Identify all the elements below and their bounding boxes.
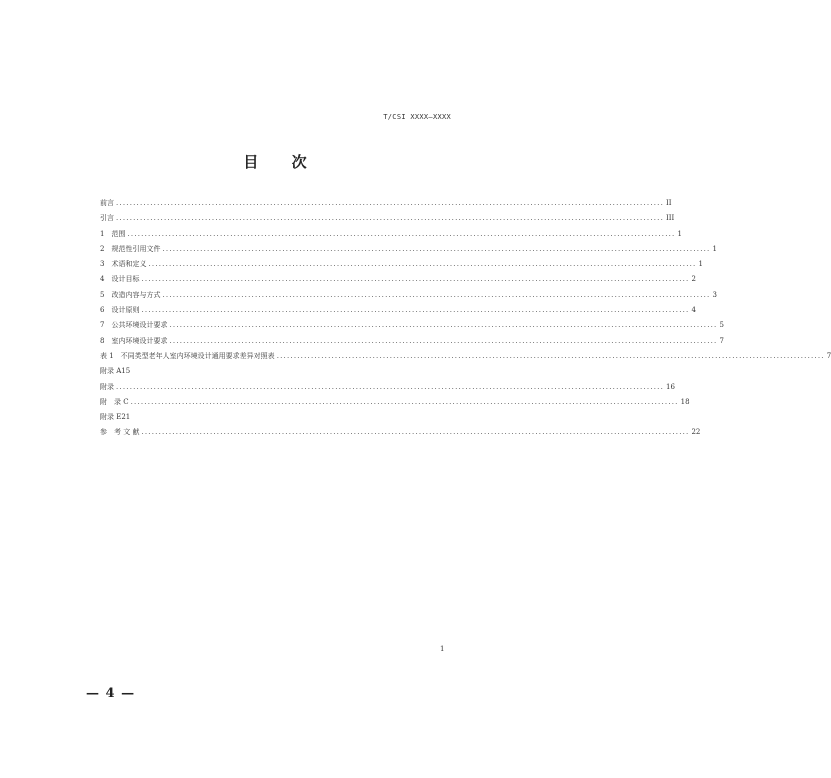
toc-entry-public-environment[interactable] <box>100 318 724 333</box>
toc-entry-terms-definitions[interactable] <box>100 257 703 272</box>
toc-entry-page: 7 <box>826 351 831 360</box>
dot-leader: ................................................................................................................................................................ <box>141 428 690 437</box>
dot-leader: ................................................................................................................................................................ <box>169 321 718 330</box>
toc-entry-label: 3 术语和定义 <box>100 260 147 269</box>
toc-entry-design-goals[interactable] <box>100 272 696 287</box>
toc-entry-appendix-a[interactable] <box>100 364 456 379</box>
dot-leader: ................................................................................................................................................................ <box>162 290 711 299</box>
dot-leader: ................................................................................................................................................................ <box>141 275 690 284</box>
toc-entry-normative-references[interactable] <box>100 242 717 257</box>
toc-entry-label: 4 设计目标 <box>100 275 140 284</box>
toc-entry-page: 5 <box>719 321 724 330</box>
toc-entry-label: 附录 A15 <box>100 367 131 376</box>
toc-entry-label: 附录 E21 <box>100 413 131 422</box>
toc-entry-page: 1 <box>712 244 717 253</box>
dot-leader: ................................................................................................................................................................ <box>169 336 718 345</box>
toc-entry-page: 2 <box>691 275 696 284</box>
toc-entry-appendix-c[interactable] <box>100 395 690 410</box>
dot-leader: ................................................................................................................................................................ <box>162 244 711 253</box>
toc-title: 目 次 <box>243 153 321 171</box>
toc-entry-renovation-content[interactable] <box>100 288 717 303</box>
toc-entry-page: 7 <box>719 336 724 345</box>
toc-entry-label: 8 室内环境设计要求 <box>100 336 168 345</box>
toc-entry-design-principles[interactable] <box>100 303 696 318</box>
toc-entry-table-1[interactable] <box>100 349 831 364</box>
document-code: T/CSI XXXX—XXXX <box>383 113 451 121</box>
page-number: 1 <box>440 645 445 653</box>
toc-entry-page: 3 <box>712 290 717 299</box>
toc-entry-foreword[interactable] <box>100 196 672 211</box>
toc-entry-introduction[interactable] <box>100 211 675 226</box>
toc-entry-label: 附 录 C <box>100 397 129 406</box>
toc-entry-label: 附录 <box>100 382 114 391</box>
dot-leader: ................................................................................................................................................................ <box>130 397 679 406</box>
toc-entry-label: 表 1 不同类型老年人室内环境设计通用要求差异对照表 <box>100 351 275 360</box>
toc-entry-page: 1 <box>677 229 682 238</box>
toc-entry-references[interactable] <box>100 425 701 440</box>
toc-entry-appendix-e[interactable] <box>100 410 456 425</box>
toc-entry-page: 4 <box>691 306 696 315</box>
dot-leader: ................................................................................................................................................................ <box>276 351 825 360</box>
toc-entry-label: 1 范围 <box>100 229 126 238</box>
toc-entry-page: 16 <box>666 382 675 391</box>
toc-entry-page: 1 <box>698 260 703 269</box>
toc-entry-label: 前言 <box>100 199 114 207</box>
dot-leader: ................................................................................................................................................................ <box>127 229 676 238</box>
toc-entry-label: 7 公共环境设计要求 <box>100 321 168 330</box>
toc-entry-label: 5 改造内容与方式 <box>100 290 161 299</box>
toc-entry-page: 22 <box>691 428 701 437</box>
toc-entry-scope[interactable] <box>100 227 682 242</box>
dot-leader: ................................................................................................................................................................ <box>116 382 665 391</box>
dot-leader: ................................................................................................................................................................ <box>116 199 665 207</box>
toc-entry-label: 引言 <box>100 214 114 223</box>
dot-leader: ................................................................................................................................................................ <box>148 260 697 269</box>
toc-entry-indoor-environment[interactable] <box>100 334 724 349</box>
dot-leader: ................................................................................................................................................................ <box>116 214 665 223</box>
dot-leader: ................................................................................................................................................................ <box>141 306 690 315</box>
toc-entry-label: 参 考 文 献 <box>100 428 140 437</box>
toc-entry-label: 6 设计原则 <box>100 306 140 315</box>
toc-entry-page: III <box>666 214 675 223</box>
table-of-contents <box>100 196 831 441</box>
toc-entry-label: 2 规范性引用文件 <box>100 244 161 253</box>
toc-entry-appendix[interactable] <box>100 380 675 395</box>
toc-entry-page: II <box>666 199 672 207</box>
printed-page-marker: — 4 — <box>86 686 136 701</box>
toc-entry-page: 18 <box>680 397 690 406</box>
